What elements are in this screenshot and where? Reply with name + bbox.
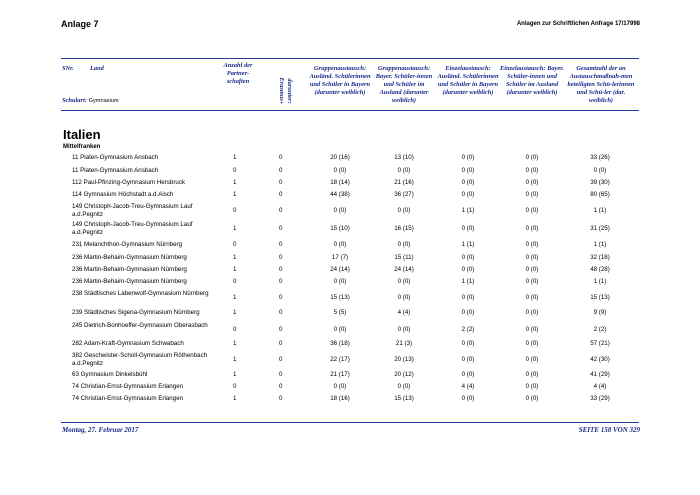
school-name: 149 Christoph-Jacob-Treu-Gymnasium Lauf a.d.Pegnitz (72, 203, 193, 218)
single-foreign-value: 1 (1) (461, 278, 475, 285)
document-reference: Anlagen zur Schriftlichen Anfrage 17/17998 (516, 21, 640, 27)
partnership-count: 1 (233, 356, 237, 363)
group-bavarian-value: 0 (0) (397, 294, 411, 301)
erasmus-count: 0 (279, 225, 283, 232)
single-foreign-value: 0 (0) (461, 294, 475, 301)
footer-rule (61, 422, 639, 423)
total-value: 80 (65) (590, 191, 610, 198)
school-name: 236 Martin-Behaim-Gymnasium Nürnberg (72, 266, 187, 273)
school-name: 112 Paul-Pfinzing-Gymnasium Hersbruck (72, 179, 186, 186)
partnership-count: 0 (233, 241, 237, 248)
single-bavarian-value: 0 (0) (525, 383, 539, 390)
partnership-count: 1 (233, 294, 237, 301)
group-bavarian-value: 15 (13) (394, 395, 414, 402)
total-value: 32 (18) (590, 254, 610, 261)
group-bavarian-value: 21 (3) (395, 340, 413, 347)
single-bavarian-value: 0 (0) (525, 356, 539, 363)
group-foreign-value: 0 (0) (333, 167, 347, 174)
group-bavarian-value: 0 (0) (397, 278, 411, 285)
single-bavarian-value: 0 (0) (525, 371, 539, 378)
erasmus-count: 0 (279, 356, 283, 363)
school-name: 238 Städtisches Labenwolf-Gymnasium Nürnberg (72, 290, 209, 297)
group-foreign-value: 21 (17) (330, 371, 350, 378)
total-value: 9 (9) (593, 309, 607, 316)
single-foreign-value: 1 (1) (461, 207, 475, 214)
single-bavarian-value: 0 (0) (525, 294, 539, 301)
total-value: 33 (29) (590, 395, 610, 402)
school-name: 245 Dietrich-Bonhoeffer-Gymnasium Oberasbach (72, 322, 208, 329)
group-foreign-value: 18 (14) (330, 179, 350, 186)
erasmus-count: 0 (279, 309, 283, 316)
single-bavarian-value: 0 (0) (525, 167, 539, 174)
school-name: 11 Platen-Gymnasium Ansbach (72, 154, 159, 161)
group-foreign-value: 0 (0) (333, 241, 347, 248)
partnership-count: 0 (233, 207, 237, 214)
total-value: 4 (4) (593, 383, 607, 390)
single-foreign-value: 2 (2) (461, 326, 475, 333)
total-value: 2 (2) (593, 326, 607, 333)
school-name: 239 Städtisches Sigena-Gymnasium Nürnberg (72, 309, 200, 316)
erasmus-count: 0 (279, 154, 283, 161)
single-foreign-value: 0 (0) (461, 356, 475, 363)
school-name: 63 Gymnasium Dinkelsbühl (72, 371, 148, 378)
col-erasmus: darunter: Erasmus+ (278, 77, 293, 105)
school-name: 74 Christian-Ernst-Gymnasium Erlangen (72, 395, 184, 402)
erasmus-count: 0 (279, 278, 283, 285)
erasmus-count: 0 (279, 207, 283, 214)
erasmus-count: 0 (279, 167, 283, 174)
school-name: 382 Geschwister-Scholl-Gymnasium Röthenbach a.d.Pegnitz (72, 352, 208, 367)
erasmus-count: 0 (279, 266, 283, 273)
group-foreign-value: 15 (10) (330, 225, 350, 232)
partnership-count: 0 (233, 326, 237, 333)
group-foreign-value: 22 (17) (330, 356, 350, 363)
partnership-count: 1 (233, 179, 237, 186)
group-foreign-value: 36 (18) (330, 340, 350, 347)
single-bavarian-value: 0 (0) (525, 191, 539, 198)
single-bavarian-value: 0 (0) (525, 266, 539, 273)
single-foreign-value: 0 (0) (461, 154, 475, 161)
school-name: 149 Christoph-Jacob-Treu-Gymnasium Lauf a.d.Pegnitz (72, 221, 193, 236)
total-value: 15 (13) (590, 294, 610, 301)
partnership-count: 1 (233, 225, 237, 232)
group-foreign-value: 0 (0) (333, 207, 347, 214)
col-land: Land (90, 65, 104, 72)
total-value: 1 (1) (593, 278, 607, 285)
region-heading: Mittelfranken (63, 144, 101, 150)
single-foreign-value: 0 (0) (461, 167, 475, 174)
school-name: 236 Martin-Behaim-Gymnasium Nürnberg (72, 278, 187, 285)
total-value: 33 (26) (590, 154, 610, 161)
col-total: Gesamtzahl der an Austauschmaßnah-men beteiligten Schü-lerinnen und Schü-ler (dar. weiblich) (567, 65, 635, 104)
partnership-count: 0 (233, 278, 237, 285)
partnership-count: 1 (233, 191, 237, 198)
school-name: 231 Melanchthon-Gymnasium Nürnberg (72, 241, 183, 248)
group-foreign-value: 5 (5) (333, 309, 347, 316)
group-bavarian-value: 0 (0) (397, 207, 411, 214)
erasmus-count: 0 (279, 340, 283, 347)
group-foreign-value: 15 (13) (330, 294, 350, 301)
erasmus-count: 0 (279, 371, 283, 378)
erasmus-count: 0 (279, 241, 283, 248)
single-bavarian-value: 0 (0) (525, 154, 539, 161)
partnership-count: 1 (233, 254, 237, 261)
erasmus-count: 0 (279, 326, 283, 333)
single-foreign-value: 0 (0) (461, 266, 475, 273)
group-bavarian-value: 4 (4) (397, 309, 411, 316)
annex-label: Anlage 7 (61, 19, 99, 29)
partnership-count: 1 (233, 340, 237, 347)
single-foreign-value: 0 (0) (461, 254, 475, 261)
school-name: 74 Christian-Ernst-Gymnasium Erlangen (72, 383, 184, 390)
single-bavarian-value: 0 (0) (525, 207, 539, 214)
col-partnerships: Anzahl der Partner-schaften (223, 62, 253, 85)
single-foreign-value: 0 (0) (461, 225, 475, 232)
group-bavarian-value: 0 (0) (397, 241, 411, 248)
group-bavarian-value: 20 (12) (394, 371, 414, 378)
school-name: 236 Martin-Behaim-Gymnasium Nürnberg (72, 254, 187, 261)
erasmus-count: 0 (279, 395, 283, 402)
single-foreign-value: 0 (0) (461, 179, 475, 186)
col-single-bavarian: Einzelaustausch: Bayer. Schüler-innen und Schüler im Ausland (darunter weiblich) (500, 65, 564, 96)
single-bavarian-value: 0 (0) (525, 309, 539, 316)
partnership-count: 1 (233, 266, 237, 273)
single-foreign-value: 0 (0) (461, 340, 475, 347)
total-value: 31 (25) (590, 225, 610, 232)
total-value: 0 (0) (593, 167, 607, 174)
group-bavarian-value: 36 (27) (394, 191, 414, 198)
partnership-count: 0 (233, 167, 237, 174)
total-value: 48 (28) (590, 266, 610, 273)
single-bavarian-value: 0 (0) (525, 326, 539, 333)
col-group-bavarian: Gruppenaustausch: Bayer. Schüler-innen und Schüler im Ausland (darunter weiblich) (375, 65, 433, 104)
single-bavarian-value: 0 (0) (525, 340, 539, 347)
single-bavarian-value: 0 (0) (525, 395, 539, 402)
group-bavarian-value: 24 (14) (394, 266, 414, 273)
group-bavarian-value: 20 (13) (394, 356, 414, 363)
single-bavarian-value: 0 (0) (525, 241, 539, 248)
group-foreign-value: 24 (14) (330, 266, 350, 273)
group-bavarian-value: 16 (15) (394, 225, 414, 232)
single-bavarian-value: 0 (0) (525, 254, 539, 261)
total-value: 57 (21) (590, 340, 610, 347)
col-snr: SNr. (62, 65, 74, 72)
header-bottom-rule (61, 110, 639, 111)
single-bavarian-value: 0 (0) (525, 225, 539, 232)
single-foreign-value: 0 (0) (461, 309, 475, 316)
group-foreign-value: 0 (0) (333, 278, 347, 285)
group-bavarian-value: 15 (11) (394, 254, 414, 261)
group-foreign-value: 44 (38) (330, 191, 350, 198)
col-schulart (62, 97, 119, 105)
partnership-count: 1 (233, 309, 237, 316)
group-foreign-value: 18 (16) (330, 395, 350, 402)
erasmus-count: 0 (279, 179, 283, 186)
group-foreign-value: 20 (16) (330, 154, 350, 161)
schulart-label: Schulart: (62, 97, 87, 104)
country-heading: Italien (63, 127, 101, 142)
erasmus-count: 0 (279, 383, 283, 390)
group-foreign-value: 0 (0) (333, 383, 347, 390)
header-top-rule (61, 58, 639, 59)
group-bavarian-value: 0 (0) (397, 383, 411, 390)
single-foreign-value: 4 (4) (461, 383, 475, 390)
single-bavarian-value: 0 (0) (525, 278, 539, 285)
partnership-count: 1 (233, 395, 237, 402)
erasmus-count: 0 (279, 294, 283, 301)
group-bavarian-value: 0 (0) (397, 167, 411, 174)
single-foreign-value: 0 (0) (461, 371, 475, 378)
single-foreign-value: 0 (0) (461, 395, 475, 402)
school-name: 11 Platen-Gymnasium Ansbach (72, 167, 159, 174)
group-bavarian-value: 21 (16) (394, 179, 414, 186)
erasmus-count: 0 (279, 191, 283, 198)
col-group-foreign: Gruppenaustausch: Ausländ. Schülerinnen und Schüler in Bayern (darunter weiblich) (309, 65, 371, 96)
partnership-count: 1 (233, 154, 237, 161)
total-value: 39 (30) (590, 179, 610, 186)
school-name: 114 Gymnasium Höchstadt a.d.Aisch (72, 191, 174, 198)
single-foreign-value: 1 (1) (461, 241, 475, 248)
partnership-count: 0 (233, 383, 237, 390)
total-value: 1 (1) (593, 241, 607, 248)
partnership-count: 1 (233, 371, 237, 378)
footer-date: Montag, 27. Februar 2017 (62, 426, 139, 434)
total-value: 41 (29) (590, 371, 610, 378)
total-value: 1 (1) (593, 207, 607, 214)
total-value: 42 (30) (590, 356, 610, 363)
group-bavarian-value: 0 (0) (397, 326, 411, 333)
single-bavarian-value: 0 (0) (525, 179, 539, 186)
footer-page: SEITE 158 VON 329 (578, 426, 640, 434)
group-bavarian-value: 13 (10) (394, 154, 414, 161)
col-single-foreign: Einzelaustausch: Ausländ. Schülerinnen und Schüler in Bayern (darunter weiblich) (437, 65, 499, 96)
single-foreign-value: 0 (0) (461, 191, 475, 198)
schulart-value: Gymnasium (88, 98, 119, 104)
group-foreign-value: 17 (7) (331, 254, 349, 261)
group-foreign-value: 0 (0) (333, 326, 347, 333)
erasmus-count: 0 (279, 254, 283, 261)
school-name: 282 Adam-Kraft-Gymnasium Schwabach (72, 340, 184, 347)
